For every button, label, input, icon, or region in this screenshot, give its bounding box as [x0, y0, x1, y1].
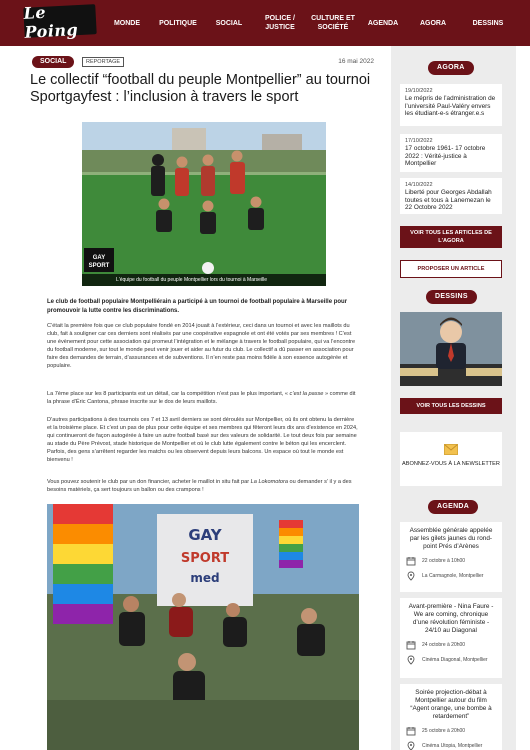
svg-text:GAY: GAY — [92, 255, 106, 261]
top-navigation-bar — [0, 0, 530, 46]
article-paragraph-2 — [47, 390, 359, 406]
team-photo-illustration — [82, 122, 326, 286]
rainbow-flag-right — [279, 520, 303, 568]
agenda-item[interactable] — [400, 684, 502, 750]
newsletter-box[interactable] — [400, 432, 502, 486]
agora-item[interactable] — [400, 84, 502, 126]
team-photo — [82, 122, 326, 286]
article-paragraph-1: C’était la première fois que ce club populaire fondé en 2014 jouait à l’extérieur, ceci dans un tournoi et avec les maillots du club, fait à souligner car ces derniers sont réalisés par une coopérative espagnole et ont été votés par ses membres ! C’est une évènement pour cette association qui promeut l’intégration et le mélange à travers le football populaire, qui va l’encontre du football moderne, sur tout le monde peut venir jouer et aider au futur du club. Le collectif a dû passer en association pour faire des demandes de terrain, d’assurances et de subventions. Il n’en reste pas moins fidèle à son essence autogérée et populaire. — [47, 323, 356, 369]
calendar-icon — [406, 640, 416, 650]
tournament-photo — [47, 504, 359, 750]
article-title: Le collectif “football du peuple Montpellier” au tournoi Sportgayfest : l’inclusion à travers le sport — [30, 72, 371, 105]
agenda-item[interactable] — [400, 522, 502, 592]
svg-text:SPORT: SPORT — [180, 551, 230, 566]
agenda-item-date: 22 octobre à 10h00 — [422, 558, 466, 564]
photo-caption: L'équipe du football du peuple Montpellier lors du tournoi à Marseille — [82, 274, 326, 286]
nav-culture-societe[interactable]: CULTURE ET SOCIÉTÉ — [311, 15, 355, 31]
nav-dessins[interactable]: DESSINS — [472, 19, 504, 27]
gay-sport-logo — [84, 248, 114, 272]
calendar-icon — [406, 726, 416, 736]
agora-heading: AGORA — [428, 61, 474, 75]
tag-badge[interactable]: REPORTAGE — [82, 57, 124, 67]
category-badge[interactable]: SOCIAL — [32, 56, 74, 68]
agenda-item-place-row — [406, 741, 496, 750]
article-date: 16 mai 2022 — [338, 58, 374, 65]
agenda-item-date-row — [406, 640, 496, 650]
location-pin-icon — [406, 571, 416, 581]
svg-text:med: med — [190, 571, 220, 585]
agora-item[interactable] — [400, 134, 502, 172]
agenda-item-place-row — [406, 655, 496, 665]
tournament-photo-illustration — [47, 504, 359, 750]
article-paragraph-3: D’autres participations à des tournois ces 7 et 13 avril derniers se sont déroulés sur Montpellier, où ils ont obtenu la dernière et la troisième place. Et c’est un pas de plus pour cette équipe et ses membres qui fêteront leurs dix ans d’existence en 2024, qui continueront de façon autogérée à faire un autre football basé sur des valeurs de solidarité. Le tout deux fois par semaine au stade du Père Prévost, stade historique de Montpellier et où le club lutte également contre le béton qui les encerclent. Parfois, des gens s’arrêtent regarder les matchs ou les observent depuis leurs balcons. Un espace où tout le monde est bienvenu ! — [47, 417, 358, 463]
see-all-dessins-button[interactable]: VOIR TOUS LES DESSINS — [400, 398, 502, 414]
see-all-agora-button[interactable]: VOIR TOUS LES ARTICLES DE L'AGORA — [400, 226, 502, 248]
agenda-item-title[interactable]: Assemblée générale appelée par les gilets jaunes du rond-point Prés d’Arènes — [409, 527, 493, 550]
nav-police-justice[interactable]: POLICE / JUSTICE — [265, 15, 295, 31]
agenda-item[interactable] — [400, 598, 502, 678]
nav-agenda[interactable]: AGENDA — [367, 19, 399, 27]
nav-monde[interactable]: MONDE — [113, 19, 141, 27]
agenda-item-place-row — [406, 571, 496, 581]
main-nav — [108, 0, 530, 46]
paragraph-text: Vous pouvez soutenir le club par un don financier, acheter le maillot in situ fait par — [47, 479, 251, 485]
agenda-item-date: 24 octobre à 20h00 — [422, 642, 466, 648]
propose-article-button[interactable]: PROPOSER UN ARTICLE — [400, 260, 502, 278]
agenda-item-title[interactable]: Avant-première - Nina Faure - We are coming, chronique d’une révolution féministe - 24/10 au Diagonal — [408, 603, 494, 634]
paragraph-text: ou demander s’ il y a des besoins matériels, ça sert toujours un ballon ou des crampons ! — [47, 479, 352, 493]
agora-item-date: 19/10/2022 — [405, 88, 433, 94]
dessins-heading: DESSINS — [426, 290, 477, 304]
dessin-thumbnail[interactable] — [400, 312, 502, 386]
agenda-item-title[interactable]: Soirée projection-débat à Montpellier autour du film “Agent orange, une bombe à retardement” — [410, 689, 492, 720]
agenda-item-place: La Carmagnole, Montpellier — [422, 573, 484, 579]
newsletter-label[interactable]: ABONNEZ-VOUS À LA NEWSLETTER — [402, 461, 500, 467]
agenda-item-place: Cinéma Diagonal, Montpellier — [422, 657, 488, 663]
agora-item-title[interactable]: 17 octobre 1961- 17 octobre 2022 : Vérité-justice à Montpellier — [405, 145, 486, 168]
agora-item[interactable] — [400, 178, 502, 214]
logo-text: Le Poing — [23, 2, 79, 42]
location-pin-icon — [406, 655, 416, 665]
svg-text:SPORT: SPORT — [88, 263, 110, 269]
article-paragraph-4 — [47, 478, 359, 494]
svg-text:GAY: GAY — [188, 526, 222, 544]
location-pin-icon — [406, 741, 416, 750]
agenda-item-date: 25 octobre à 20h00 — [422, 728, 466, 734]
cartoon-illustration — [400, 312, 502, 386]
rainbow-flag-left — [53, 504, 113, 624]
nav-agora[interactable]: AGORA — [419, 19, 447, 27]
agora-item-date: 14/10/2022 — [405, 182, 433, 188]
site-logo[interactable] — [23, 2, 96, 42]
calendar-icon — [406, 556, 416, 566]
nav-politique[interactable]: POLITIQUE — [159, 19, 197, 27]
agenda-heading: AGENDA — [428, 500, 478, 514]
agenda-item-place: Cinéma Utopia, Montpellier — [422, 743, 483, 749]
club-link[interactable]: La Lokomotora — [250, 479, 288, 485]
nav-social[interactable]: SOCIAL — [215, 19, 243, 27]
envelope-icon — [444, 444, 458, 455]
agora-item-title[interactable]: Le mépris de l’administration de l’université Paul-Valéry envers les étudiant-e-s étranger.e.s — [405, 95, 496, 118]
agora-item-date: 17/10/2022 — [405, 138, 433, 144]
article-lead: Le club de football populaire Montpelliérain a participé à un tournoi de football populaire à Marseille pour promouvoir la lutte contre les discriminations. — [47, 299, 348, 314]
agenda-item-date-row — [406, 556, 496, 566]
agenda-item-date-row — [406, 726, 496, 736]
paragraph-text: La 7ème place sur les 8 participants est un détail, car la compétition n’est pas le plus important, « — [47, 391, 290, 397]
agora-item-title[interactable]: Liberté pour Georges Abdallah toutes et tous à Lanemezan le 22 Octobre 2022 — [405, 189, 492, 212]
quote-text: c’est la passe — [289, 391, 324, 397]
paragraph-text: » comme dit la phrase d’Éric Cantona, phrase inscrite sur le dos de leurs maillots. — [47, 391, 356, 405]
